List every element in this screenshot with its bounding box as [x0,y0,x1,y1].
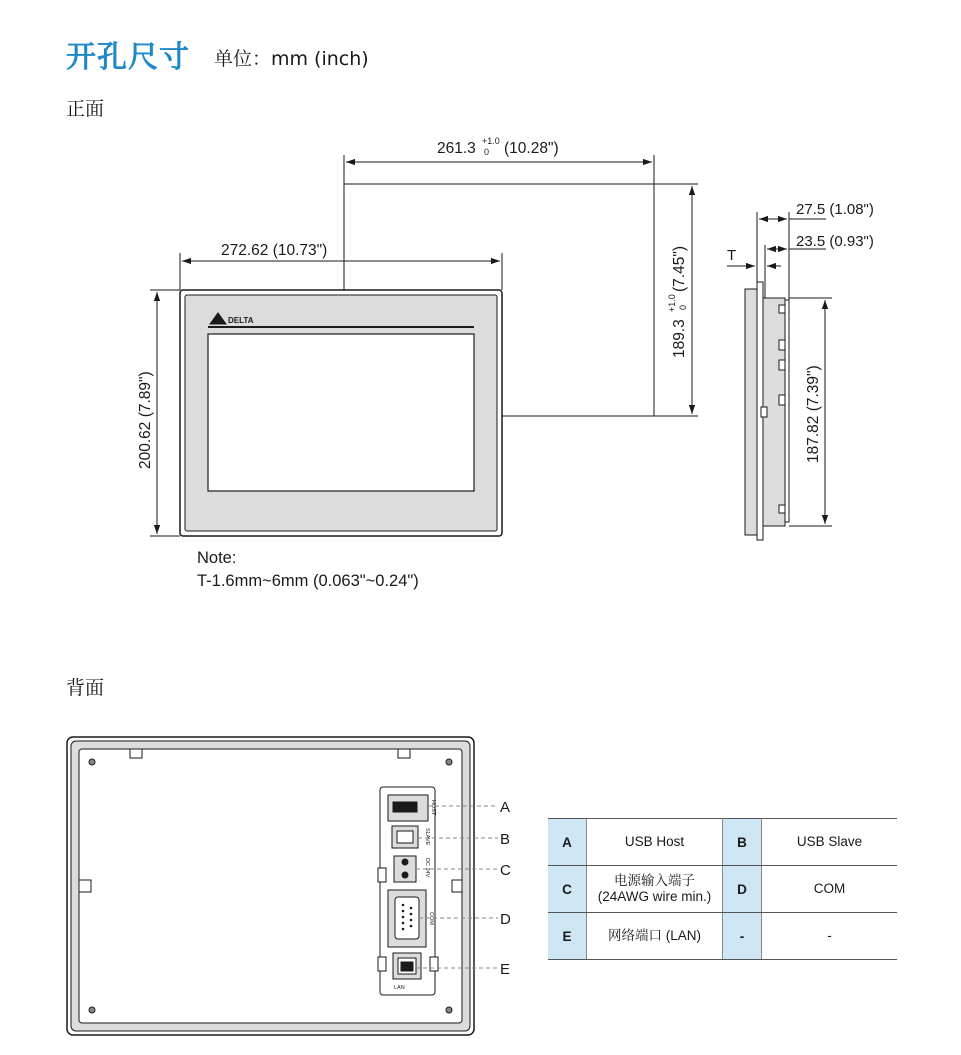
panel-width-label: 272.62 (10.73") [221,242,328,259]
thickness-label: T [727,247,737,264]
callout-d: D [500,911,511,928]
legend-key: - [723,913,762,960]
side-clip [761,407,767,417]
cutout-height-value: 189.3 [671,319,688,358]
legend-value-line2: (24AWG wire min.) [597,889,712,904]
callout-e: E [500,961,511,978]
cutout-height-tol-lower: 0 [678,304,688,310]
side-bezel [745,289,757,535]
cutout-width-tol-upper: +1.0 [482,136,500,146]
note-heading: Note: [197,549,237,567]
front-view [180,184,654,536]
legend-key: A [548,819,587,866]
cutout-height-inch: (7.45") [671,246,688,292]
cutout-width-tol-lower: 0 [484,147,490,157]
legend-value [587,866,723,913]
host-port-label: HOST [430,800,436,816]
power-port-label: DC 24V [424,858,430,878]
legend-value-line1: 电源输入端子 [614,873,695,888]
legend-value: USB Slave [762,819,898,866]
section-back-label: 背面 [66,677,105,699]
side-depth-body-label: 23.5 (0.93") [796,233,874,250]
side-depth-total-label: 27.5 (1.08") [796,201,874,218]
lan-port-label: LAN [394,985,405,991]
cutout-height-group [667,246,688,358]
note-text: T-1.6mm~6mm (0.063"~0.24") [197,572,419,590]
legend-value: COM [762,866,898,913]
table-row [548,819,897,866]
callout-b: B [500,831,511,848]
cutout-width-value: 261.3 [437,140,476,157]
panel-height-label: 200.62 (7.89") [137,371,154,469]
callout-letters [500,799,511,978]
callout-a: A [500,799,511,816]
legend-value: 网络端口 (LAN) [587,913,723,960]
section-front-label: 正面 [66,98,105,120]
legend-key: B [723,819,762,866]
side-view [745,282,789,540]
slave-port-label: SLAVE [424,828,430,846]
legend-value: USB Host [587,819,723,866]
back-view [67,737,474,1035]
com-port-label: COM [428,912,434,925]
side-height-label: 187.82 (7.39") [805,365,822,463]
callout-c: C [500,862,511,879]
table-row [548,913,897,960]
unit-label: 单位：mm (inch) [214,48,369,70]
cutout-height-tol-upper: +1.0 [667,294,677,312]
table-row [548,866,897,913]
page-title: 开孔尺寸 [66,40,190,75]
brand-mark: DELTA [228,316,254,325]
legend-key: E [548,913,587,960]
legend-key: D [723,866,762,913]
legend-key: C [548,866,587,913]
note-block [197,547,419,593]
screen-area [208,334,474,491]
legend-value: - [762,913,898,960]
cutout-width-inch: (10.28") [504,140,559,157]
port-legend-table [548,818,897,960]
